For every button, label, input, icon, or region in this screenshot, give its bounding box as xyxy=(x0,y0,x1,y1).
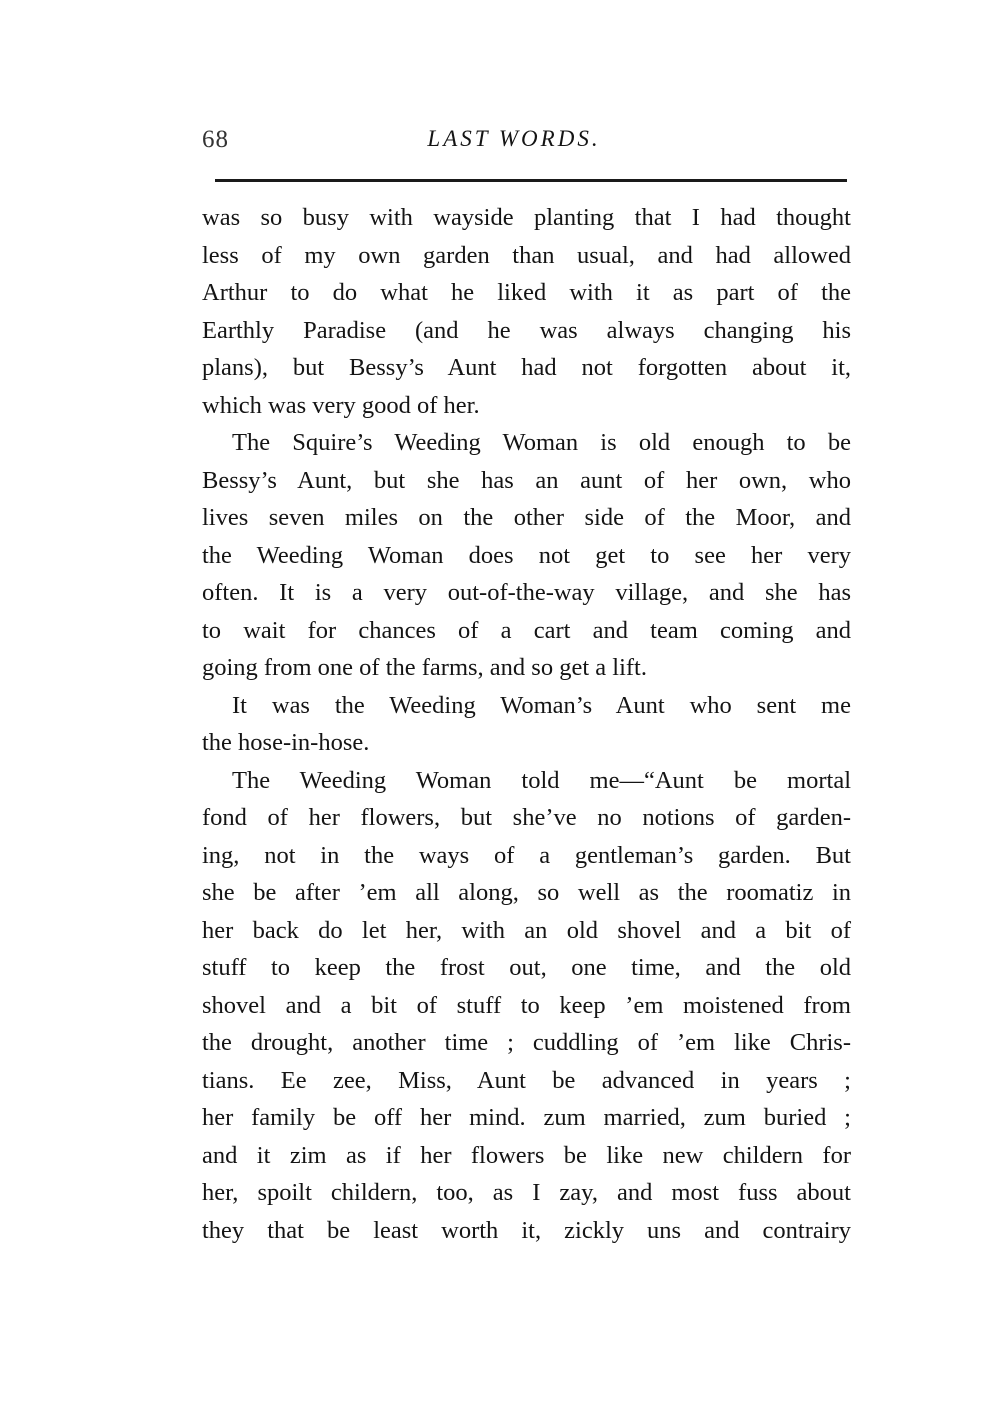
text-line: It was the Weeding Woman’s Aunt who sent me xyxy=(232,691,851,719)
text-line: tians. Ee zee, Miss, Aunt be advanced in years ; xyxy=(202,1066,851,1094)
text-line: which was very good of her. xyxy=(202,391,480,419)
text-line: they that be least worth it, zickly uns and contrairy xyxy=(202,1216,851,1244)
running-title: LAST WORDS. xyxy=(427,126,601,151)
text-line: the Weeding Woman does not get to see her very xyxy=(202,541,851,569)
text-line: plans), but Bessy’s Aunt had not forgotten about it, xyxy=(202,354,851,381)
text-line: to wait for chances of a cart and team coming and xyxy=(202,616,851,644)
text-line: her, spoilt childern, too, as I zay, and most fuss about xyxy=(202,1179,851,1206)
text-line: Earthly Paradise (and he was always changing his xyxy=(202,316,851,344)
text-line: The Weeding Woman told me—“Aunt be mortal xyxy=(232,766,851,794)
text-line: The Squire’s Weeding Woman is old enough to be xyxy=(232,429,851,456)
text-line: the drought, another time ; cuddling of ’em like Chris- xyxy=(202,1029,851,1056)
text-line: going from one of the farms, and so get a lift. xyxy=(202,654,647,681)
text-line: shovel and a bit of stuff to keep ’em moistened from xyxy=(202,991,851,1019)
text-line: her back do let her, with an old shovel and a bit of xyxy=(202,916,851,944)
text-line: often. It is a very out-of-the-way village, and she has xyxy=(202,579,851,606)
body-text xyxy=(202,199,851,1249)
text-line: lives seven miles on the other side of the Moor, and xyxy=(202,504,851,531)
text-line: her family be off her mind. zum married, zum buried ; xyxy=(202,1104,851,1131)
text-line: Arthur to do what he liked with it as part of the xyxy=(202,279,851,306)
header-rule xyxy=(215,179,847,182)
text-line: was so busy with wayside planting that I had thought xyxy=(202,204,851,231)
page-number: 68 xyxy=(202,126,229,153)
text-line: fond of her flowers, but she’ve no notions of garden- xyxy=(202,804,851,831)
text-line: and it zim as if her flowers be like new childern for xyxy=(202,1141,851,1169)
text-line: ing, not in the ways of a gentleman’s garden. But xyxy=(202,841,851,869)
text-line: less of my own garden than usual, and had allowed xyxy=(202,241,851,269)
text-line: Bessy’s Aunt, but she has an aunt of her own, who xyxy=(202,466,851,494)
text-line: she be after ’em all along, so well as the roomatiz in xyxy=(202,879,851,906)
page-header xyxy=(0,126,1000,166)
text-line: the hose-in-hose. xyxy=(202,729,370,756)
text-line: stuff to keep the frost out, one time, and the old xyxy=(202,954,851,981)
